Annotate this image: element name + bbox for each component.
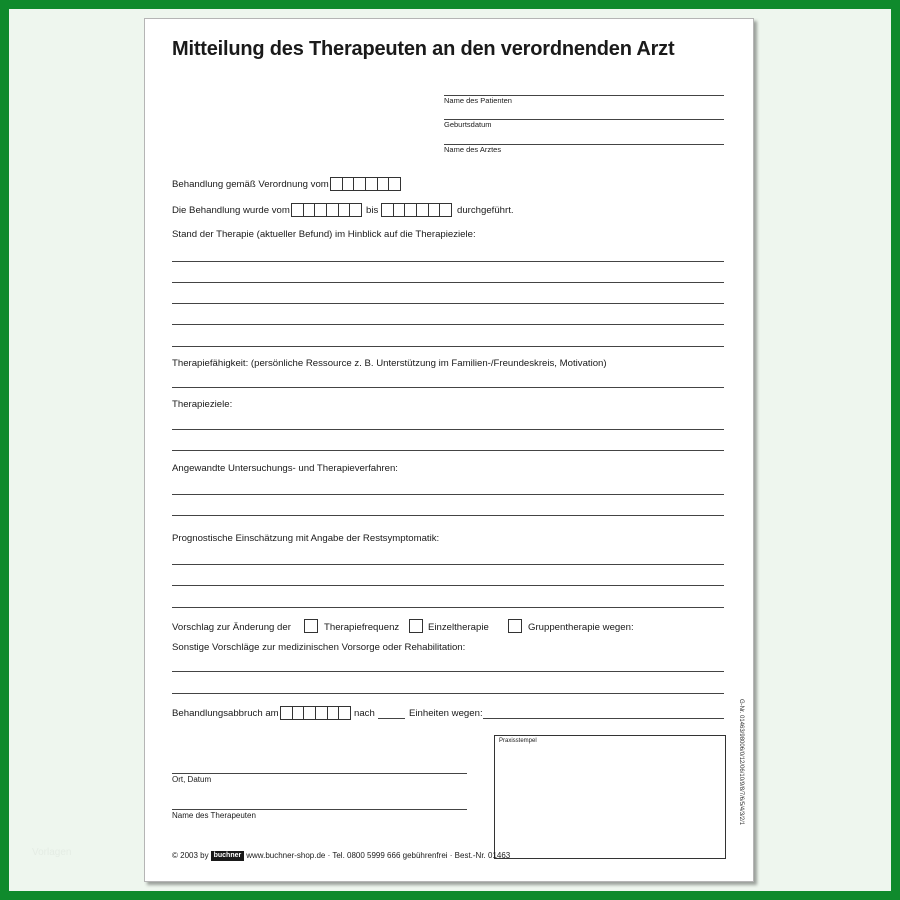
methods-line-1[interactable] — [172, 494, 724, 495]
status-line-1[interactable] — [172, 261, 724, 262]
group-therapy-label: Gruppentherapie wegen: — [528, 622, 634, 633]
buchner-logo: buchner — [211, 851, 245, 861]
doctor-name-label: Name des Arztes — [444, 145, 502, 154]
methods-section-label: Angewandte Untersuchungs- und Therapieverfahren: — [172, 463, 398, 474]
status-line-5[interactable] — [172, 346, 724, 347]
status-line-4[interactable] — [172, 324, 724, 325]
units-label: Einheiten wegen: — [409, 708, 483, 719]
other-suggestions-line-1[interactable] — [172, 671, 724, 672]
abort-reason-line[interactable] — [483, 718, 724, 719]
therapy-frequency-checkbox[interactable] — [304, 619, 318, 633]
prognosis-line-1[interactable] — [172, 564, 724, 565]
patient-name-label: Name des Patienten — [444, 96, 512, 105]
form-title: Mitteilung des Therapeuten an den verordnenden Arzt — [172, 38, 675, 60]
birthdate-label: Geburtsdatum — [444, 120, 492, 129]
place-date-label: Ort, Datum — [172, 775, 212, 784]
order-date-boxes[interactable] — [330, 177, 401, 191]
goals-line-2[interactable] — [172, 450, 724, 451]
other-suggestions-label: Sonstige Vorschläge zur medizinischen Vorsorge oder Rehabilitation: — [172, 642, 466, 653]
order-date-label: Behandlung gemäß Verordnung vom — [172, 179, 329, 190]
abort-date-boxes[interactable] — [280, 706, 351, 720]
after-label: nach — [354, 708, 375, 719]
goals-line-1[interactable] — [172, 429, 724, 430]
performed-from-label: Die Behandlung wurde vom — [172, 205, 290, 216]
status-line-2[interactable] — [172, 282, 724, 283]
prognosis-section-label: Prognostische Einschätzung mit Angabe der Restsymptomatik: — [172, 533, 440, 544]
group-therapy-checkbox[interactable] — [508, 619, 522, 633]
therapist-name-label: Name des Therapeuten — [172, 811, 256, 820]
done-label: durchgeführt. — [457, 205, 514, 216]
prognosis-line-3[interactable] — [172, 607, 724, 608]
footer-copyright: © 2003 by — [172, 851, 209, 861]
other-suggestions-line-2[interactable] — [172, 693, 724, 694]
therapy-frequency-label: Therapiefrequenz — [324, 622, 400, 633]
form-sheet — [144, 18, 754, 882]
until-label: bis — [366, 205, 379, 216]
status-section-label: Stand der Therapie (aktueller Befund) im Hinblick auf die Therapieziele: — [172, 229, 476, 240]
form-code: G-Nr. 01463/98006/0/12/06/10/9/8/7/6/5/4/3/2/1 — [738, 699, 744, 826]
abort-label: Behandlungsabbruch am — [172, 708, 279, 719]
single-therapy-checkbox[interactable] — [409, 619, 423, 633]
capability-line-1[interactable] — [172, 387, 724, 388]
performed-from-boxes[interactable] — [291, 203, 362, 217]
status-line-3[interactable] — [172, 303, 724, 304]
place-date-line[interactable] — [172, 773, 467, 774]
performed-until-boxes[interactable] — [381, 203, 452, 217]
practice-stamp-box[interactable] — [494, 735, 726, 859]
therapist-name-line[interactable] — [172, 809, 467, 810]
footer-contact: www.buchner-shop.de · Tel. 0800 5999 666 gebührenfrei · Best.-Nr. 01463 — [246, 851, 511, 861]
footer — [172, 851, 510, 861]
methods-line-2[interactable] — [172, 515, 724, 516]
watermark: Vorlagen — [32, 847, 72, 858]
units-count-line[interactable] — [378, 718, 405, 719]
prognosis-line-2[interactable] — [172, 585, 724, 586]
change-label: Vorschlag zur Änderung der — [172, 622, 291, 633]
capability-section-label: Therapiefähigkeit: (persönliche Ressource z. B. Unterstützung im Familien-/Freundeskreis, Motivation) — [172, 358, 607, 369]
goals-section-label: Therapieziele: — [172, 399, 233, 410]
single-therapy-label: Einzeltherapie — [428, 622, 489, 633]
practice-stamp-label: Praxisstempel — [499, 738, 537, 744]
